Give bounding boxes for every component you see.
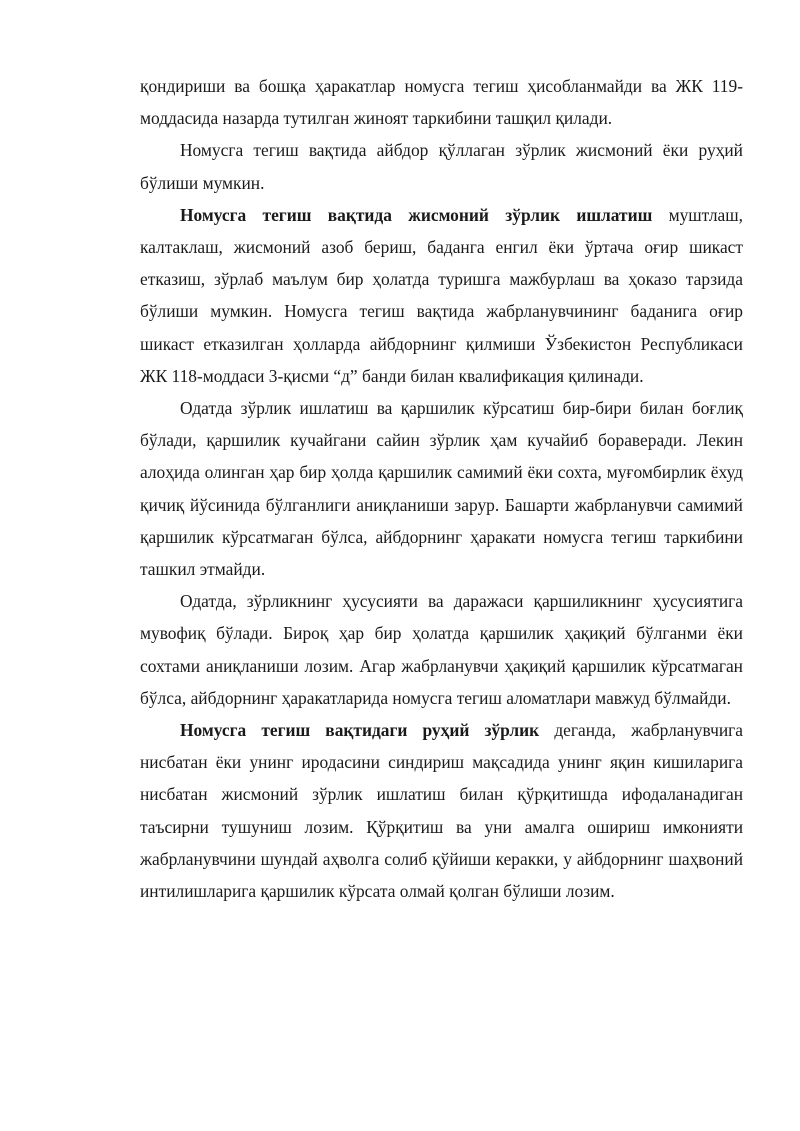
paragraph-3-text: муштлаш, калтаклаш, жисмоний азоб бериш, баданга енгил ёки ўртача оғир шикаст етказиш, зўрлаб маълум бир ҳолатда туришга мажбурлаш ва ҳоказо тарзида бўлиши мумкин. Номусга тегиш вақтида жабрланувчининг баданига оғир шикаст етказилган ҳолларда айбдорнинг қилмиши Ўзбекистон Республикаси ЖК 118-моддаси 3-қисми “д” банди билан квалификация қилинади. — [140, 204, 743, 386]
paragraph-2 — [140, 134, 743, 198]
paragraph-2-text: Номусга тегиш вақтида айбдор қўллаган зўрлик жисмоний ёки руҳий бўлиши мумкин. — [140, 140, 743, 193]
paragraph-6-text: деганда, жабрланувчига нисбатан ёки унинг иродасини синдириш мақсадида унинг яқин кишиларига нисбатан жисмоний зўрлик ишлатиш билан қўрқитишда ифодаланадиган таъсирни тушуниш лозим. Қўрқитиш ва уни амалга ошириш имконияти жабрланувчини шундай аҳволга солиб қўйиши керакки, у айбдорнинг шаҳвоний интилишларига қаршилик кўрсата олмай қолган бўлиши лозим. — [140, 720, 743, 902]
paragraph-6 — [140, 714, 743, 907]
paragraph-3-bold-lead: Номусга тегиш вақтида жисмоний зўрлик ишлатиш — [180, 204, 653, 225]
paragraph-3 — [140, 199, 743, 392]
paragraph-4-text: Одатда зўрлик ишлатиш ва қаршилик кўрсатиш бир-бири билан боғлиқ бўлади, қаршилик кучайгани сайин зўрлик ҳам кучайиб бораверади. Лекин алоҳида олинган ҳар бир ҳолда қаршилик самимий ёки сохта, муғомбирлик ёхуд қичиқ йўсинида бўлганлиги аниқланиши зарур. Башарти жабрланувчи самимий қаршилик кўрсатмаган бўлса, айбдорнинг ҳаракати номусга тегиш таркибини ташкил этмайди. — [140, 398, 743, 580]
paragraph-5-text: Одатда, зўрликнинг ҳусусияти ва даражаси қаршиликнинг ҳусусиятига мувофиқ бўлади. Бироқ ҳар бир ҳолатда қаршилик ҳақиқий бўлганми ёки сохтами аниқланиши лозим. Агар жабрланувчи ҳақиқий қаршилик кўрсатмаган бўлса, айбдорнинг ҳаракатларида номусга тегиш аломатлари мавжуд бўлмайди. — [140, 591, 743, 708]
paragraph-1-text: қондириши ва бошқа ҳаракатлар номусга тегиш ҳисобланмайди ва ЖК 119-моддасида назарда тутилган жиноят таркибини ташқил қилади. — [140, 76, 743, 129]
paragraph-1 — [140, 70, 743, 134]
document-body — [140, 70, 743, 907]
paragraph-5 — [140, 585, 743, 714]
paragraph-4 — [140, 392, 743, 585]
paragraph-6-bold-lead: Номусга тегиш вақтидаги руҳий зўрлик — [180, 720, 540, 741]
